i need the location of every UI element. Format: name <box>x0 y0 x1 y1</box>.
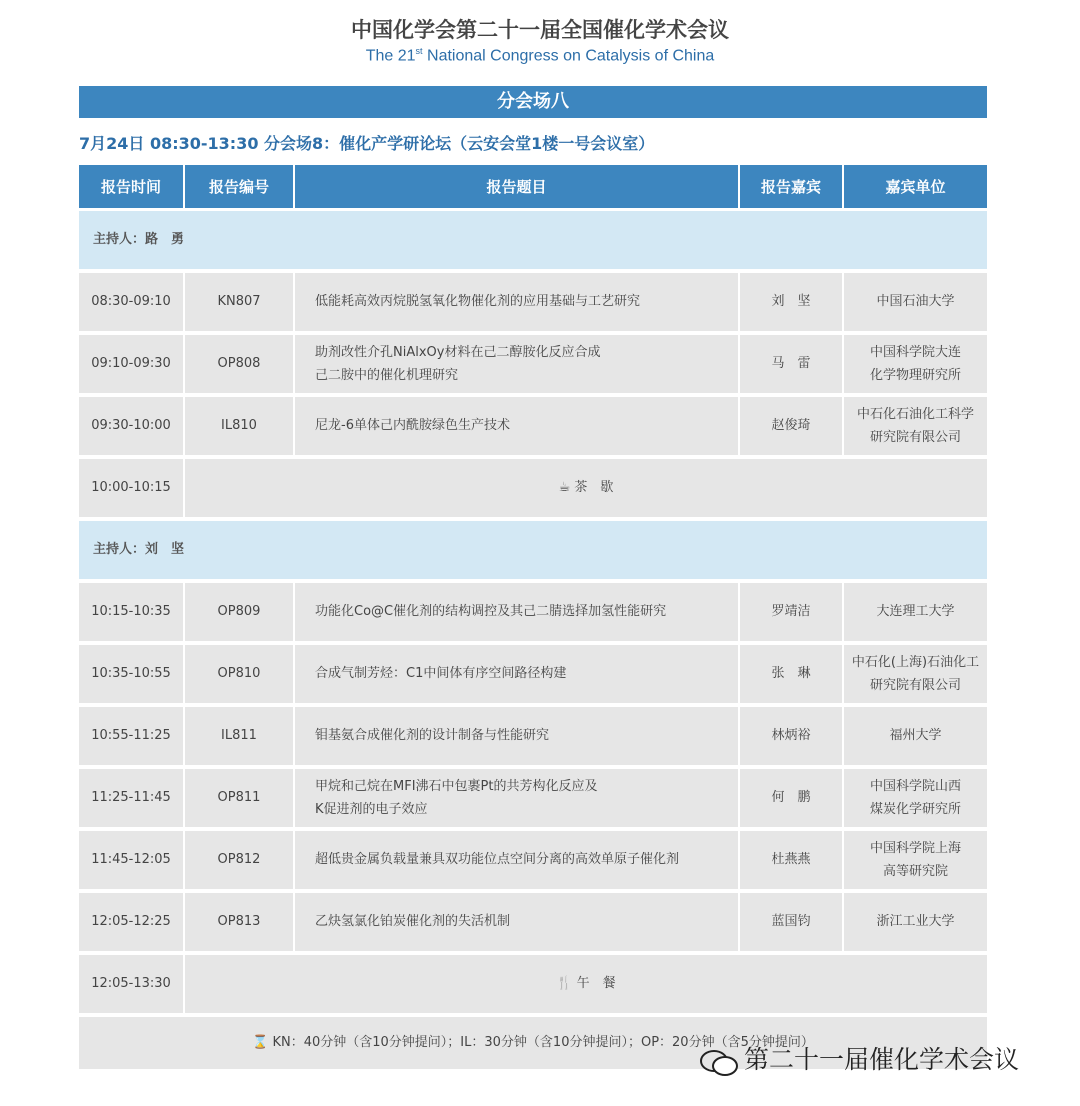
host-row <box>79 210 987 272</box>
table-row <box>79 829 987 891</box>
org-line: 中国石油大学 <box>876 294 955 310</box>
code-cell: OP813 <box>184 891 294 953</box>
org-cell <box>843 395 987 457</box>
tea-break-time: 10:00-10:15 <box>79 457 184 519</box>
org-line: 高等研究院 <box>882 864 948 879</box>
host-row <box>79 519 987 581</box>
topic-line: 合成气制芳烃：C1中间体有序空间路径构建 <box>315 666 567 682</box>
org-line: 大连理工大学 <box>876 604 955 620</box>
table-row <box>79 333 987 395</box>
org-line: 研究院有限公司 <box>869 678 961 693</box>
time-cell: 11:45-12:05 <box>79 829 184 891</box>
time-cell: 10:35-10:55 <box>79 643 184 705</box>
speaker-cell: 马 雷 <box>739 333 843 395</box>
speaker-cell: 蓝国钧 <box>739 891 843 953</box>
topic-cell <box>294 767 739 829</box>
table-row <box>79 395 987 457</box>
lunch-label: 午 餐 <box>576 976 616 992</box>
org-line: 中石化石油化工科学 <box>856 406 974 422</box>
org-line: 化学物理研究所 <box>869 368 961 383</box>
table-row <box>79 643 987 705</box>
host-label: 主持人：路 勇 <box>79 210 987 272</box>
schedule-table <box>79 165 987 1073</box>
time-cell: 08:30-09:10 <box>79 271 184 333</box>
wechat-icon <box>700 1048 736 1074</box>
org-line: 浙江工业大学 <box>876 914 955 930</box>
table-row <box>79 891 987 953</box>
speaker-cell: 罗靖洁 <box>739 581 843 643</box>
code-cell: OP808 <box>184 333 294 395</box>
topic-cell <box>294 395 739 457</box>
header-time: 报告时间 <box>79 165 184 210</box>
org-line: 研究院有限公司 <box>869 430 961 445</box>
tea-break-label: 茶 歇 <box>574 480 614 496</box>
code-cell: KN807 <box>184 271 294 333</box>
topic-line: 己二胺中的催化机理研究 <box>315 368 459 383</box>
tea-icon: ☕ <box>558 480 571 496</box>
org-line: 中国科学院大连 <box>869 344 961 360</box>
topic-line: 甲烷和己烷在MFI沸石中包裹Pt的共芳构化反应及 <box>315 778 598 794</box>
topic-line: 功能化Co@C催化剂的结构调控及其己二腈选择加氢性能研究 <box>315 604 667 620</box>
topic-cell <box>294 829 739 891</box>
time-cell: 11:25-11:45 <box>79 767 184 829</box>
topic-cell <box>294 581 739 643</box>
topic-line: 尼龙-6单体己内酰胺绿色生产技术 <box>315 418 510 434</box>
utensils-icon: 🍴 <box>556 976 573 992</box>
org-line: 中国科学院上海 <box>869 840 961 856</box>
time-cell: 09:30-10:00 <box>79 395 184 457</box>
page-title: 中国化学会第二十一届全国催化学术会议 <box>351 18 729 42</box>
page-subtitle: The 21st National Congress on Catalysis of China <box>365 46 715 65</box>
header-speaker: 报告嘉宾 <box>739 165 843 210</box>
code-cell: OP809 <box>184 581 294 643</box>
topic-cell <box>294 643 739 705</box>
org-cell <box>843 767 987 829</box>
table-row <box>79 767 987 829</box>
host-label: 主持人：刘 坚 <box>79 519 987 581</box>
time-cell: 10:15-10:35 <box>79 581 184 643</box>
header-topic: 报告题目 <box>294 165 739 210</box>
org-line: 中石化(上海)石油化工 <box>851 654 980 670</box>
code-cell: IL811 <box>184 705 294 767</box>
table-row <box>79 271 987 333</box>
table-row <box>79 581 987 643</box>
org-cell <box>843 581 987 643</box>
speaker-cell: 赵俊琦 <box>739 395 843 457</box>
table-header-row <box>79 165 987 210</box>
speaker-cell: 林炳裕 <box>739 705 843 767</box>
footer-text: KN：40分钟（含10分钟提问）；IL：30分钟（含10分钟提问）；OP：20分钟（含5分钟提问） <box>272 1035 814 1051</box>
topic-line: 低能耗高效丙烷脱氢氧化物催化剂的应用基础与工艺研究 <box>315 294 641 310</box>
time-cell: 12:05-12:25 <box>79 891 184 953</box>
table-row <box>79 705 987 767</box>
speaker-cell: 张 琳 <box>739 643 843 705</box>
org-cell <box>843 891 987 953</box>
header-org: 嘉宾单位 <box>843 165 987 210</box>
org-line: 煤炭化学研究所 <box>869 802 961 817</box>
topic-line: K促进剂的电子效应 <box>315 802 428 817</box>
time-cell: 10:55-11:25 <box>79 705 184 767</box>
org-cell <box>843 643 987 705</box>
header-code: 报告编号 <box>184 165 294 210</box>
topic-cell <box>294 705 739 767</box>
topic-line: 超低贵金属负载量兼具双功能位点空间分离的高效单原子催化剂 <box>315 852 680 868</box>
code-cell: OP812 <box>184 829 294 891</box>
watermark-text: 第二十一届催化学术会议 <box>744 1045 1020 1074</box>
speaker-cell: 刘 坚 <box>739 271 843 333</box>
org-cell <box>843 829 987 891</box>
tea-break-cell <box>184 457 987 519</box>
code-cell: OP810 <box>184 643 294 705</box>
org-cell <box>843 705 987 767</box>
lunch-cell <box>184 953 987 1015</box>
speaker-cell: 何 鹏 <box>739 767 843 829</box>
topic-cell <box>294 891 739 953</box>
tea-break-row <box>79 457 987 519</box>
venue-banner: 分会场八 <box>79 86 987 118</box>
watermark <box>700 1040 1019 1076</box>
topic-cell <box>294 333 739 395</box>
lunch-time: 12:05-13:30 <box>79 953 184 1015</box>
time-cell: 09:10-09:30 <box>79 333 184 395</box>
org-line: 中国科学院山西 <box>869 778 961 794</box>
topic-line: 乙炔氢氯化铂炭催化剂的失活机制 <box>315 914 511 930</box>
code-cell: IL810 <box>184 395 294 457</box>
org-cell <box>843 271 987 333</box>
speaker-cell: 杜燕燕 <box>739 829 843 891</box>
code-cell: OP811 <box>184 767 294 829</box>
org-cell <box>843 333 987 395</box>
hourglass-icon: ⌛ <box>252 1035 269 1051</box>
org-line: 福州大学 <box>889 728 942 744</box>
topic-cell <box>294 271 739 333</box>
topic-line: 助剂改性介孔NiAlxOy材料在己二醇胺化反应合成 <box>315 344 601 360</box>
lunch-row <box>79 953 987 1015</box>
topic-line: 钼基氨合成催化剂的设计制备与性能研究 <box>315 728 550 744</box>
session-info: 7月24日 08:30-13:30 分会场8：催化产学研论坛（云安会堂1楼一号会议室） <box>79 134 655 153</box>
